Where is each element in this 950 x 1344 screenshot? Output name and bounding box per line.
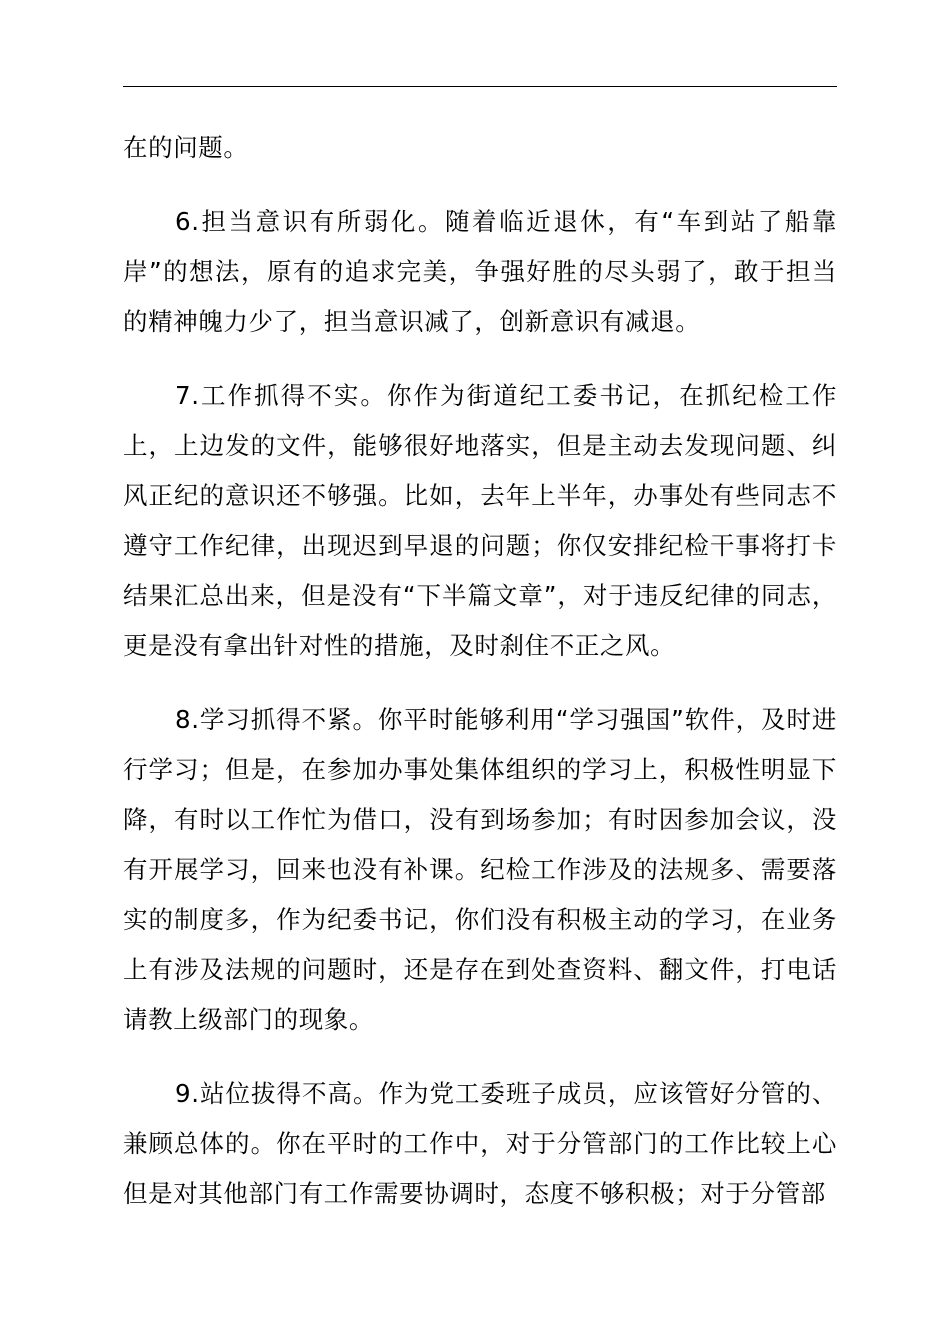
document-body <box>123 123 837 1243</box>
paragraph-item-9: 9.站位拔得不高。作为党工委班子成员，应该管好分管的、兼顾总体的。你在平时的工作中，对于分管部门的工作比较上心但是对其他部门有工作需要协调时，态度不够积极；对于分管部 <box>123 1079 837 1208</box>
header-rule <box>123 86 837 87</box>
paragraph-item-8: 8.学习抓得不紧。你平时能够利用“学习强国”软件，及时进行学习；但是，在参加办事处集体组织的学习上，积极性明显下降，有时以工作忙为借口，没有到场参加；有时因参加会议，没有开展学习，回来也没有补课。纪检工作涉及的法规多、需要落实的制度多，作为纪委书记，你们没有积极主动的学习，在业务上有涉及法规的问题时，还是存在到处查资料、翻文件，打电话请教上级部门的现象。 <box>123 705 837 1034</box>
paragraph-continuation: 在的问题。 <box>123 133 249 162</box>
paragraph-item-7: 7.工作抓得不实。你作为街道纪工委书记，在抓纪检工作上，上边发的文件，能够很好地落实，但是主动去发现问题、纠风正纪的意识还不够强。比如，去年上半年，办事处有些同志不遵守工作纪律，出现迟到早退的问题；你仅安排纪检干事将打卡结果汇总出来，但是没有“下半篇文章”，对于违反纪律的同志，更是没有拿出针对性的措施，及时刹住不正之风。 <box>123 381 837 660</box>
paragraph-item-6: 6.担当意识有所弱化。随着临近退休，有“车到站了船靠岸”的想法，原有的追求完美，争强好胜的尽头弱了，敢于担当的精神魄力少了，担当意识减了，创新意识有减退。 <box>123 207 837 336</box>
